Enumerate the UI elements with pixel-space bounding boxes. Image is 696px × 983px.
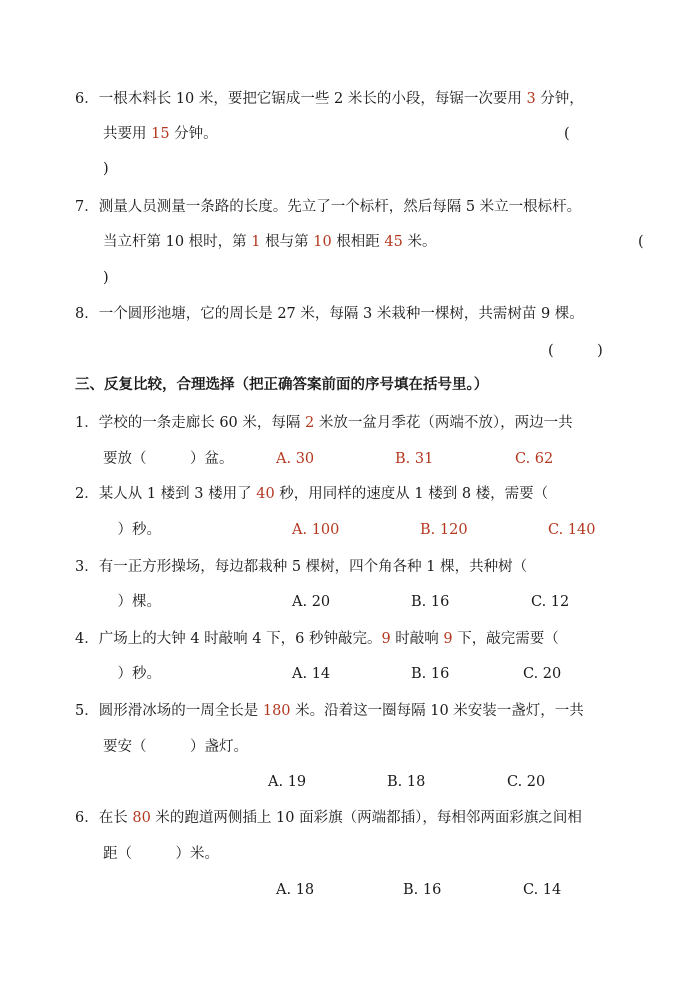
answer-paren[interactable]: ( ) [548, 343, 603, 359]
mc-question-6-line1 [75, 808, 582, 828]
option-b[interactable]: B. 120 [420, 522, 468, 538]
text-run: 7．测量人员测量一条路的长度。先立了一个标杆，然后每隔 5 米立一根标杆。 [75, 199, 582, 215]
tf-question-6-line1 [75, 89, 584, 109]
mc-question-3-line1 [75, 557, 527, 577]
mc-question-5-line2: 要安（ ）盏灯。 [103, 739, 248, 755]
text-run: 米的跑道两侧插上 10 面彩旗（两端都插），每相邻两面彩旗之间相 [150, 810, 582, 826]
text-run: 3．有一正方形操场，每边都栽种 5 棵树，四个角各种 1 棵，共种树（ [75, 559, 528, 575]
text-run: 米。沿着这一圈每隔 10 米安装一盏灯，一共 [290, 703, 584, 719]
mc-question-1-line2: 要放（ ）盆。 [103, 451, 234, 467]
text-run: 根相距 [331, 234, 385, 250]
option-c[interactable]: C. 14 [523, 882, 562, 898]
option-a[interactable]: A. 14 [292, 666, 331, 682]
highlighted-number: 3 [526, 91, 536, 107]
text-run: 2．某人从 1 楼到 3 楼用了 [75, 486, 257, 502]
mc-question-5-line1 [75, 701, 584, 721]
text-run: 米放一盆月季花（两端不放），两边一共 [314, 415, 573, 431]
answer-paren-open[interactable]: ( [638, 234, 644, 250]
option-b[interactable]: B. 18 [387, 774, 426, 790]
option-a[interactable]: A. 30 [276, 451, 315, 467]
highlighted-number: 40 [256, 486, 275, 502]
option-c[interactable]: C. 20 [507, 774, 546, 790]
text-run: 当立杆第 10 根时，第 [103, 234, 252, 250]
text-run: 时敲响 [390, 631, 444, 647]
text-run: 6．在长 [75, 810, 133, 826]
tf-question-7-line1 [75, 197, 581, 217]
text-run: 分钟， [535, 91, 584, 107]
text-run: 根与第 [260, 234, 314, 250]
mc-question-4-line1 [75, 629, 559, 649]
option-c[interactable]: C. 62 [515, 451, 554, 467]
text-run: 8．一个圆形池塘，它的周长是 27 米，每隔 3 米栽种一棵树，共需树苗 9 棵。 [75, 306, 584, 322]
mc-question-6-line2: 距（ ）米。 [103, 846, 219, 862]
highlighted-number: 15 [151, 126, 170, 142]
text-run: 共要用 [103, 126, 152, 142]
mc-question-4-line2: ）秒。 [103, 666, 161, 682]
option-b[interactable]: B. 16 [411, 594, 450, 610]
text-run: 下，敲完需要（ [452, 631, 559, 647]
option-a[interactable]: A. 18 [276, 882, 315, 898]
highlighted-number: 2 [305, 415, 315, 431]
highlighted-number: 45 [384, 234, 403, 250]
section-3-title: 三、反复比较，合理选择（把正确答案前面的序号填在括号里。） [75, 376, 489, 393]
highlighted-number: 180 [262, 703, 291, 719]
highlighted-number: 9 [443, 631, 453, 647]
highlighted-number: 9 [381, 631, 391, 647]
option-c[interactable]: C. 12 [531, 594, 570, 610]
option-b[interactable]: B. 16 [411, 666, 450, 682]
text-run: 5．圆形滑冰场的一周全长是 [75, 703, 263, 719]
option-b[interactable]: B. 31 [395, 451, 434, 467]
answer-paren-close[interactable]: ) [103, 161, 109, 177]
mc-question-2-line1 [75, 484, 548, 504]
text-run: 4．广场上的大钟 4 时敲响 4 下，6 秒钟敲完。 [75, 631, 382, 647]
answer-paren-open[interactable]: ( [564, 126, 570, 142]
option-a[interactable]: A. 100 [292, 522, 340, 538]
text-run: 6．一根木料长 10 米，要把它锯成一些 2 米长的小段，每锯一次要用 [75, 91, 527, 107]
tf-question-7-line2 [103, 232, 436, 252]
highlighted-number: 10 [313, 234, 332, 250]
option-b[interactable]: B. 16 [403, 882, 442, 898]
tf-question-8-line1 [75, 304, 584, 324]
answer-paren-close[interactable]: ) [103, 270, 109, 286]
text-run: 分钟。 [169, 126, 218, 142]
mc-question-1-line1 [75, 413, 573, 433]
tf-question-6-line2 [103, 124, 218, 144]
highlighted-number: 80 [132, 810, 151, 826]
option-c[interactable]: C. 20 [523, 666, 562, 682]
mc-question-2-line2: ）秒。 [103, 522, 161, 538]
option-c[interactable]: C. 140 [548, 522, 596, 538]
text-run: 米。 [402, 234, 437, 250]
option-a[interactable]: A. 20 [292, 594, 331, 610]
text-run: 秒，用同样的速度从 1 楼到 8 楼，需要（ [274, 486, 549, 502]
option-a[interactable]: A. 19 [268, 774, 307, 790]
highlighted-number: 1 [251, 234, 261, 250]
text-run: 1．学校的一条走廊长 60 米，每隔 [75, 415, 306, 431]
mc-question-3-line2: ）棵。 [103, 594, 161, 610]
